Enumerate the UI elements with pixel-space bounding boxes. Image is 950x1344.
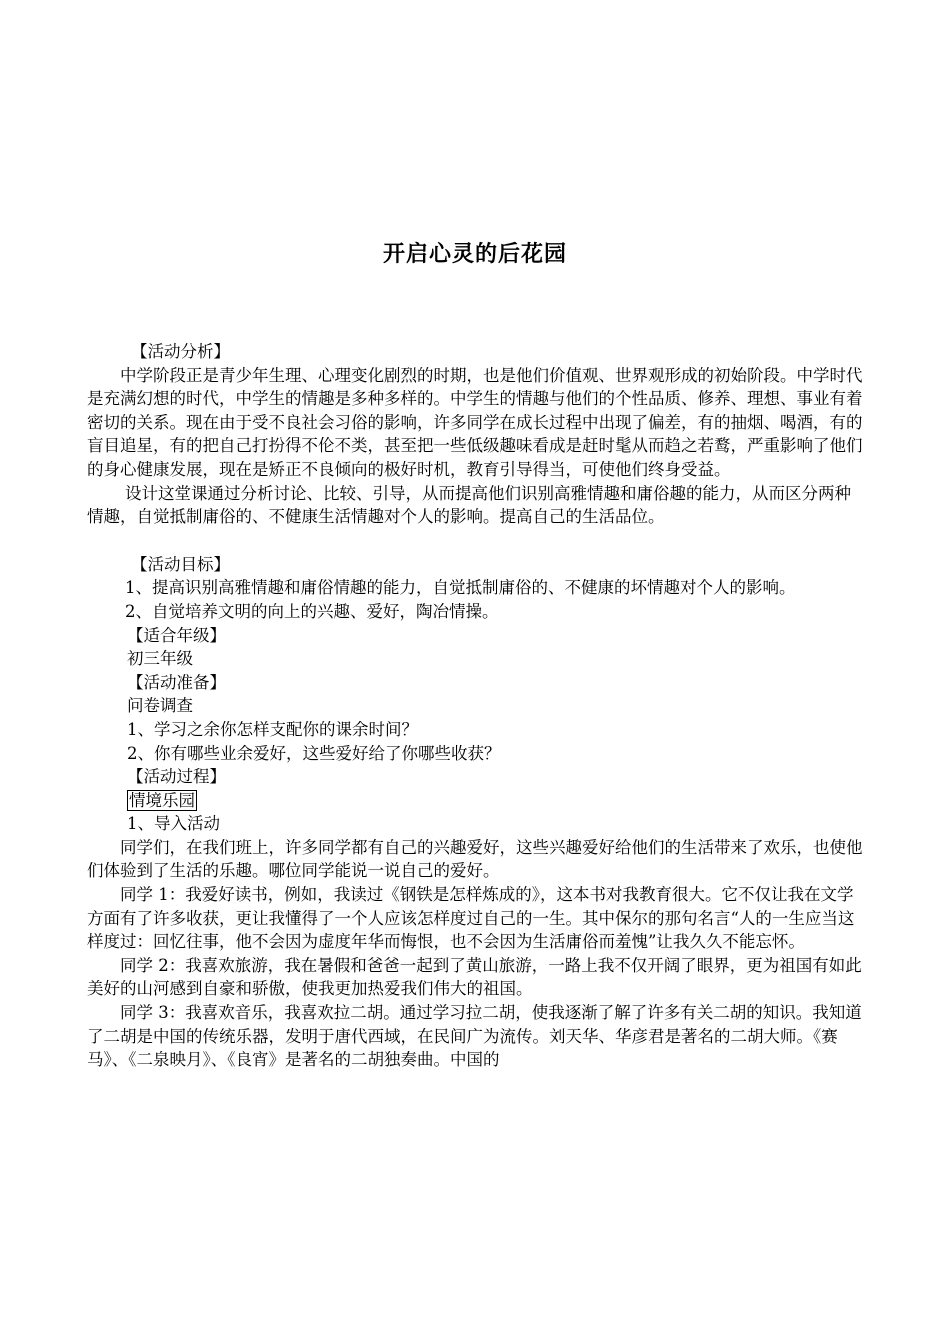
- boxed-label: 情境乐园: [129, 790, 195, 810]
- goal-item-1: 1、提高识别高雅情趣和庸俗情趣的能力，自觉抵制庸俗的、不健康的坏情趣对个人的影响。: [125, 578, 796, 598]
- paragraph-analysis-1: 中学阶段正是青少年生理、心理变化剧烈的时期，也是他们价值观、世界观形成的初始阶段。中学时代是充满幻想的时代，中学生的情趣是多种多样的。中学生的情趣与他们的个性品质、修养、理想、事业有着密切的关系。现在由于受不良社会习俗的影响，许多同学在成长过程中出现了偏差，有的抽烟、喝酒，有的盲目追星，有的把自己打扮得不伦不类，甚至把一些低级趣味看成是赶时髦从而趋之若鹜，严重影响了他们的身心健康发展，现在是矫正不良倾向的极好时机，教育引导得当，可使他们终身受益。: [87, 365, 863, 479]
- prep-question-1: 1、学习之余你怎样支配你的课余时间？: [127, 719, 418, 739]
- paragraph-student-2: 同学 2：我喜欢旅游，我在暑假和爸爸一起到了黄山旅游，一路上我不仅开阔了眼界，更为祖国有如此美好的山河感到自豪和骄傲，使我更加热爱我们伟大的祖国。: [87, 955, 862, 999]
- document-body: [87, 340, 867, 1072]
- paragraph-process-intro: 同学们，在我们班上，许多同学都有自己的兴趣爱好，这些兴趣爱好给他们的生活带来了欢乐，也使他们体验到了生活的乐趣。哪位同学能说一说自己的爱好。: [87, 837, 863, 881]
- prep-question-2: 2、你有哪些业余爱好，这些爱好给了你哪些收获？: [127, 743, 501, 763]
- paragraph-student-3: 同学 3：我喜欢音乐，我喜欢拉二胡。通过学习拉二胡，使我逐渐了解了许多有关二胡的知识。我知道了二胡是中国的传统乐器，发明于唐代西域，在民间广为流传。刘天华、华彦君是著名的二胡大师。《赛马》、《二泉映月》、《良宵》是著名的二胡独奏曲。中国的: [87, 1003, 862, 1070]
- paragraph-analysis-2: 设计这堂课通过分析讨论、比较、引导，从而提高他们识别高雅情趣和庸俗趣的能力，从而区分两种情趣，自觉抵制庸俗的、不健康生活情趣对个人的影响。提高自己的生活品位。: [87, 483, 851, 527]
- section-heading-process: 【活动过程】: [127, 767, 226, 787]
- section-heading-analysis: 【活动分析】: [131, 342, 230, 361]
- paragraph-student-1: 同学 1：我爱好读书，例如，我读过《钢铁是怎样炼成的》，这本书对我教育很大。它不仅让我在文学方面有了许多收获，更让我懂得了一个人应该怎样度过自己的一生。其中保尔的那句名言“人的一生应当这样度过：回忆往事，他不会因为虚度年华而悔恨，也不会因为生活庸俗而羞愧”让我久久不能忘怀。: [87, 885, 855, 952]
- prep-title: 问卷调查: [127, 696, 193, 716]
- section-heading-grade: 【适合年级】: [127, 625, 226, 645]
- grade-value: 初三年级: [127, 649, 193, 669]
- section-heading-prep: 【活动准备】: [127, 672, 226, 692]
- goal-item-2: 2、自觉培养文明的向上的兴趣、爱好，陶冶情操。: [125, 601, 499, 621]
- document-title: 开启心灵的后花园: [382, 241, 567, 267]
- spacer: [87, 529, 867, 553]
- process-step-1: 1、导入活动: [127, 814, 220, 834]
- section-heading-goals: 【活动目标】: [131, 554, 230, 574]
